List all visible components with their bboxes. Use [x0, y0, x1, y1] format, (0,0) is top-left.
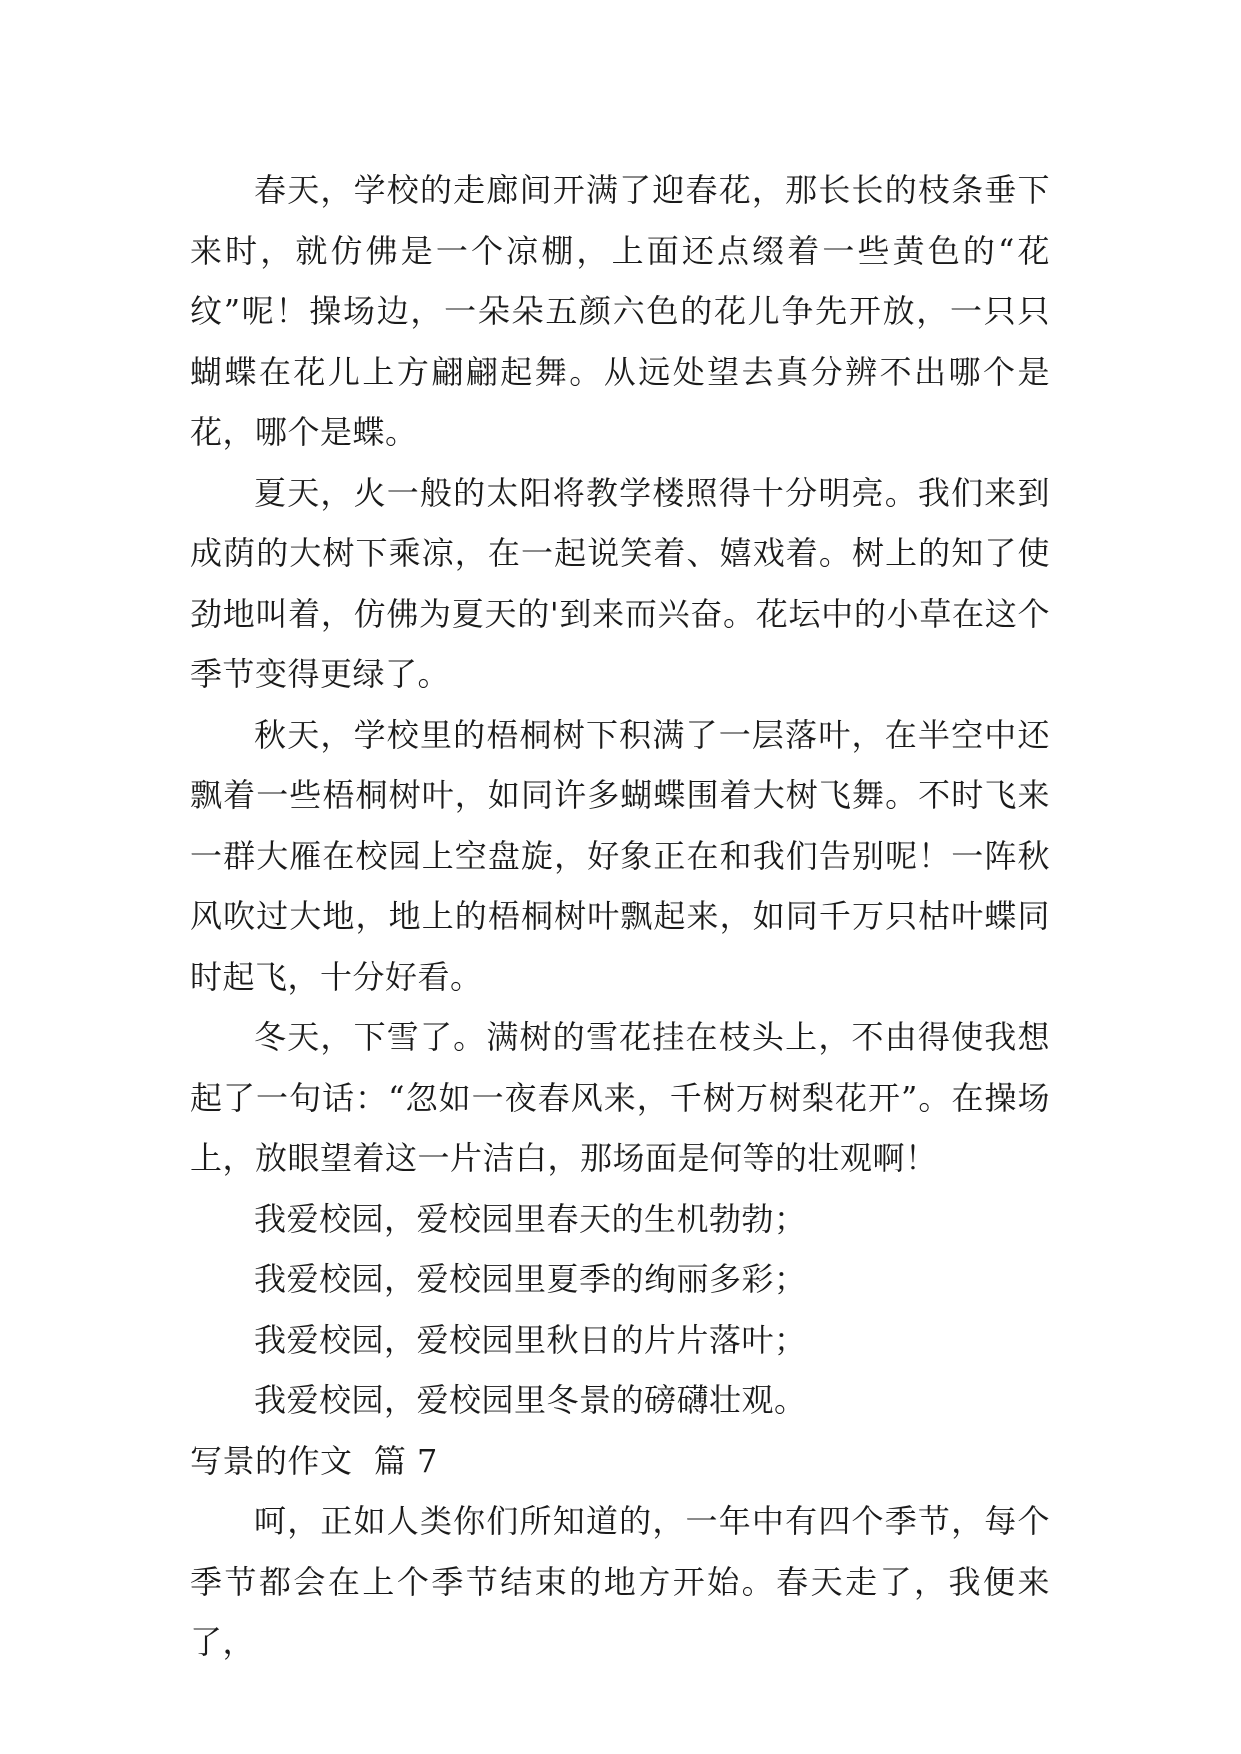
paragraph-autumn: 秋天，学校里的梧桐树下积满了一层落叶，在半空中还飘着一些梧桐树叶，如同许多蝴蝶围着大树飞舞。不时飞来一群大雁在校园上空盘旋，好象正在和我们告别呢！一阵秋风吹过大地，地上的梧桐树叶飘起来，如同千万只枯叶蝶同时起飞，十分好看。: [190, 715, 1050, 996]
document-body: [190, 160, 1050, 1673]
paragraph-love-autumn: 我爱校园，爱校园里秋日的片片落叶；: [254, 1320, 807, 1359]
section-heading: 写景的作文 篇 7: [190, 1441, 438, 1480]
paragraph-love-spring: 我爱校园，爱校园里春天的生机勃勃；: [254, 1199, 807, 1238]
paragraph-winter: 冬天，下雪了。满树的雪花挂在枝头上，不由得使我想起了一句话：“忽如一夜春风来，千树万树梨花开”。在操场上，放眼望着这一片洁白，那场面是何等的壮观啊！: [190, 1018, 1050, 1177]
paragraph-love-summer: 我爱校园，爱校园里夏季的绚丽多彩；: [254, 1260, 807, 1298]
paragraph-love-winter: 我爱校园，爱校园里冬景的磅礴壮观。: [254, 1381, 807, 1419]
paragraph-spring: 春天，学校的走廊间开满了迎春花，那长长的枝条垂下来时，就仿佛是一个凉棚，上面还点缀着一些黄色的“花纹”呢！操场边，一朵朵五颜六色的花儿争先开放，一只只蝴蝶在花儿上方翩翩起舞。从远处望去真分辨不出哪个是花，哪个是蝶。: [190, 171, 1050, 451]
paragraph-seasons-intro: 呵，正如人类你们所知道的，一年中有四个季节，每个季节都会在上个季节结束的地方开始。春天走了，我便来了，: [190, 1502, 1050, 1661]
paragraph-summer: 夏天，火一般的太阳将教学楼照得十分明亮。我们来到成荫的大树下乘凉，在一起说笑着、嬉戏着。树上的知了使劲地叫着，仿佛为夏天的'到来而兴奋。花坛中的小草在这个季节变得更绿了。: [190, 473, 1050, 693]
